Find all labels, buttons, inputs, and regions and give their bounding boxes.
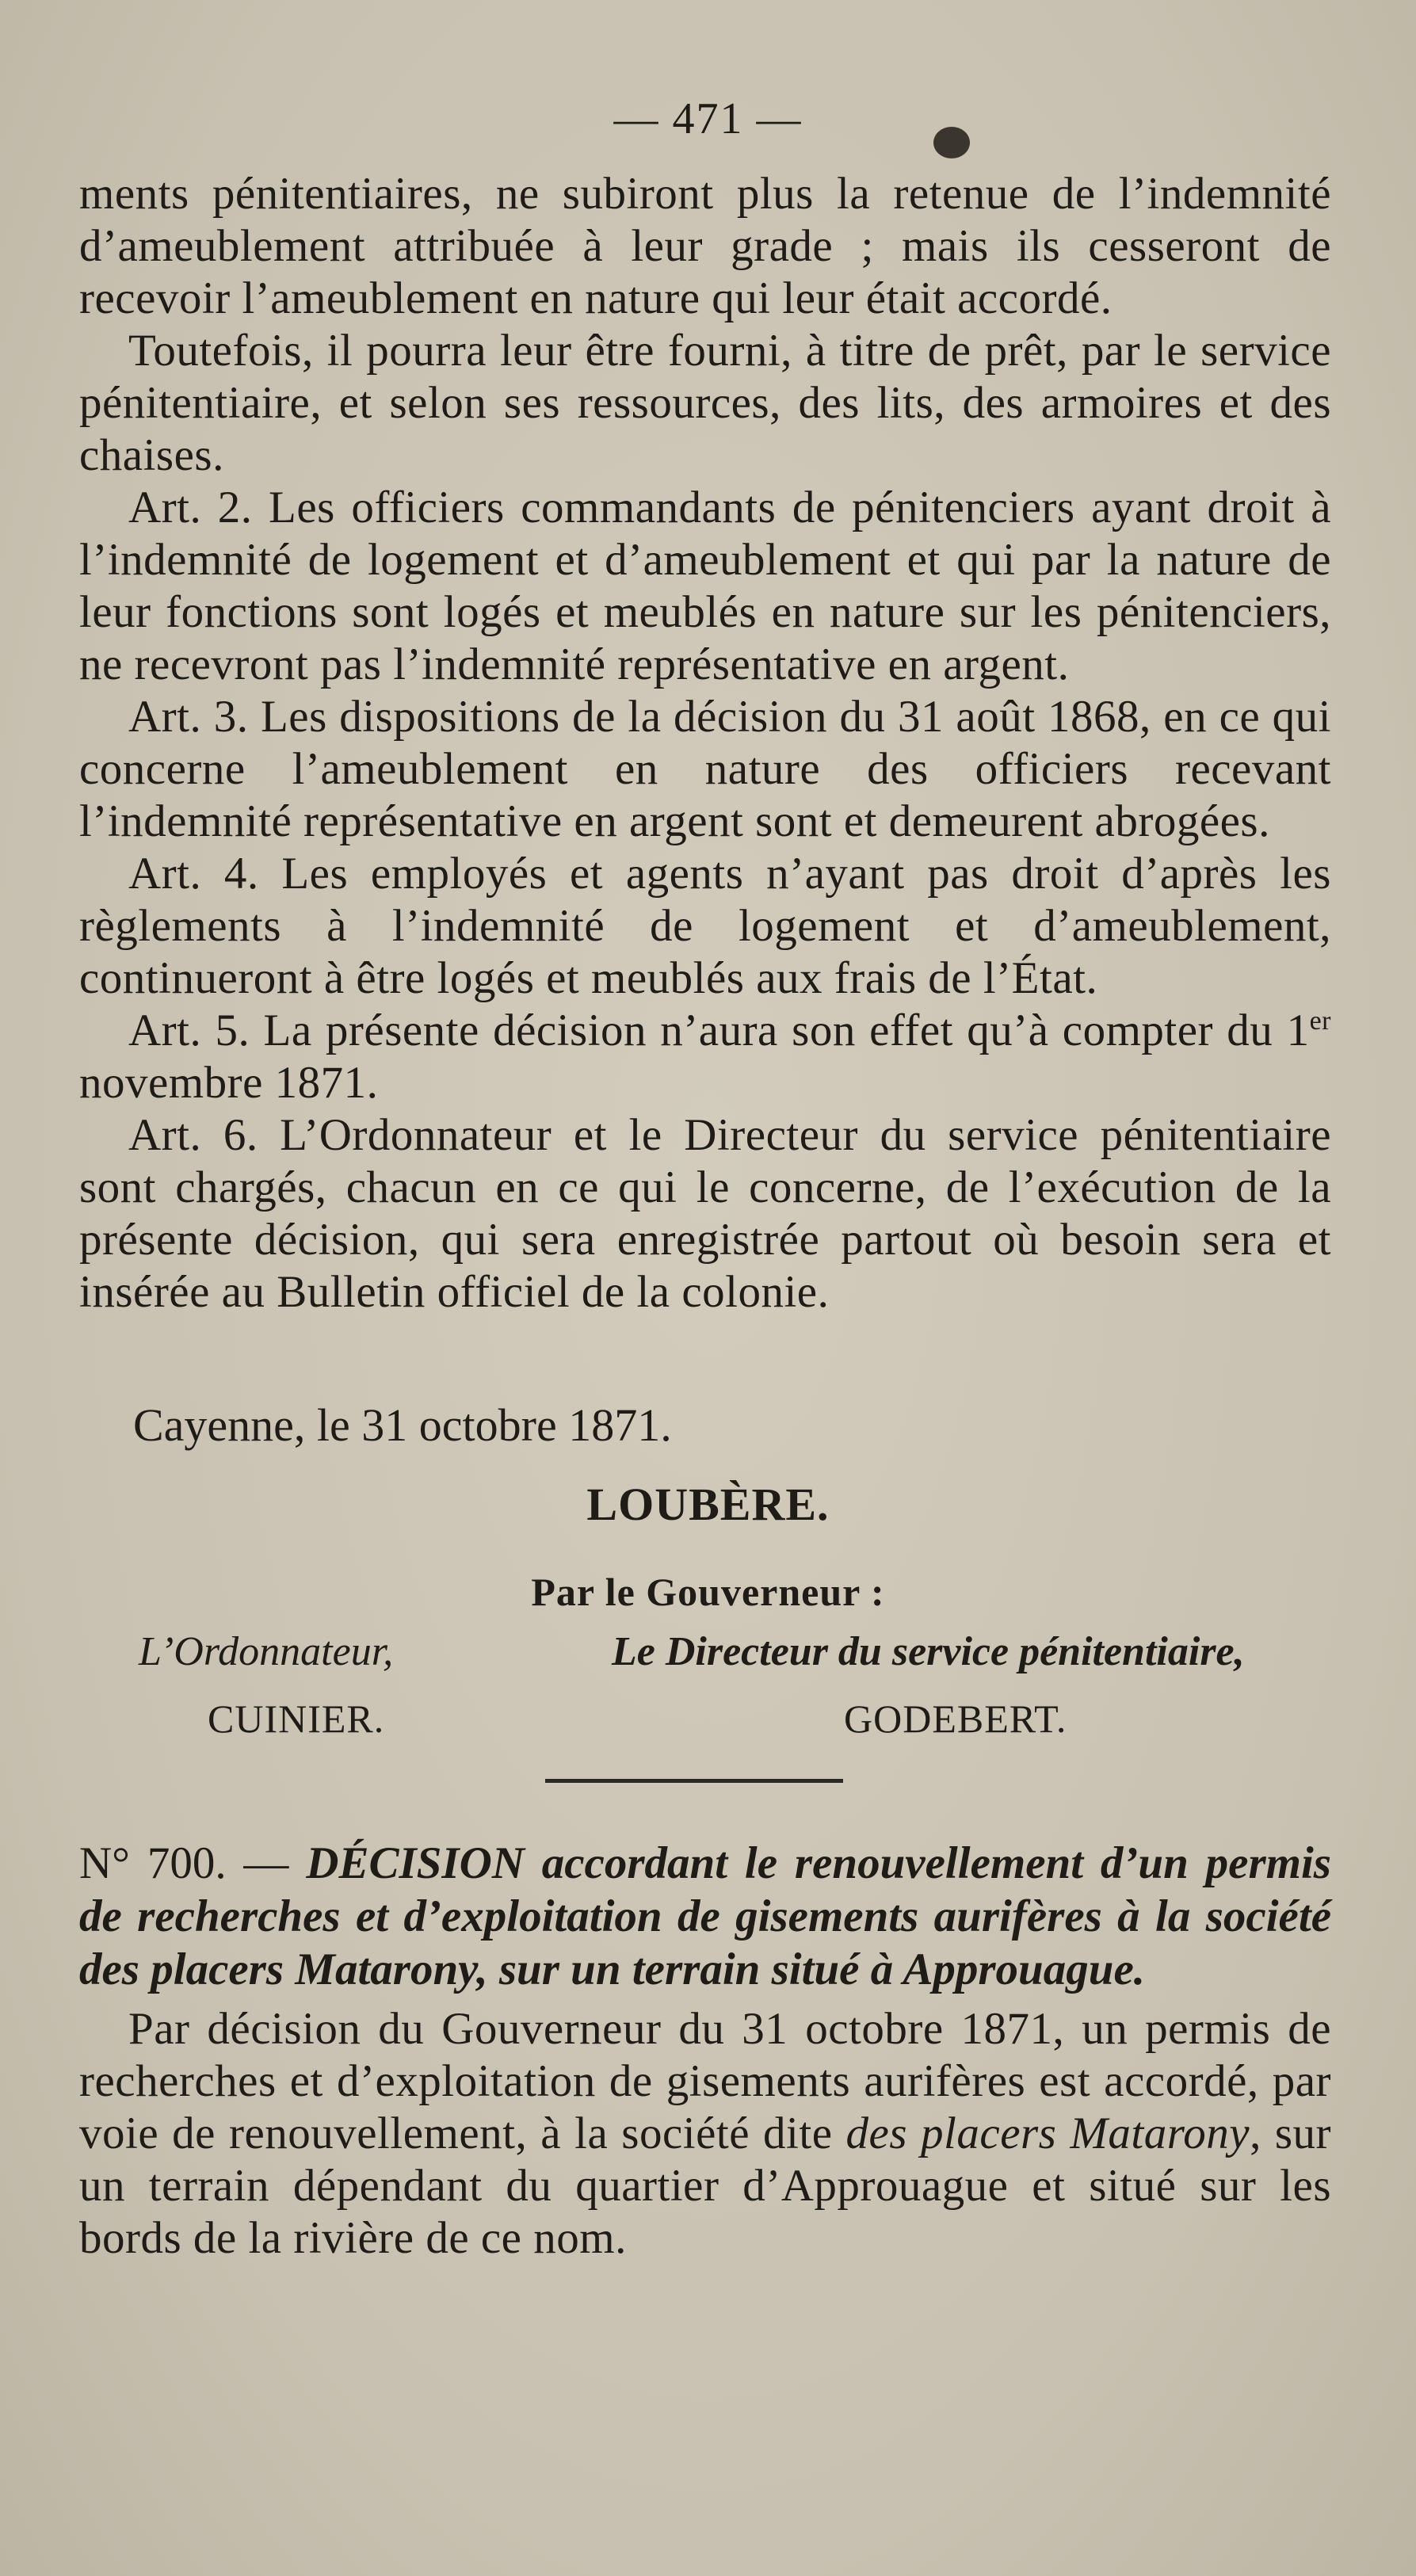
ink-spot	[933, 127, 970, 158]
governor-signature: LOUBÈRE.	[586, 1479, 830, 1530]
by-governor-line: Par le Gouverneur :	[531, 1570, 885, 1614]
directeur-title: Le Directeur du service pénitentiaire,	[612, 1629, 1245, 1674]
paragraph-article-4: Art. 4. Les employés et agents n’ayant pas droit d’après les règlements à l’indemnité de logement et d’ameublement, continueront à être logés et meublés aux frais de l’État.	[79, 849, 1331, 1003]
decision-paragraph	[79, 2003, 1331, 2265]
paragraph-toutefois: Toutefois, il pourra leur être fourni, à titre de prêt, par le service pénitentiaire, et selon ses ressources, des lits, des armoires et des chaises.	[79, 326, 1331, 480]
ordonnateur-name: CUINIER.	[208, 1696, 385, 1741]
decision-articles	[79, 168, 1331, 1319]
page-number: — 471 —	[613, 94, 803, 143]
article-5-date: novembre 1871.	[79, 1058, 379, 1108]
ordonnateur-title: L’Ordonnateur,	[139, 1629, 394, 1674]
decision-title-caps: DÉCISION	[306, 1838, 525, 1888]
paragraph-article-3: Art. 3. Les dispositions de la décision du 31 août 1868, en ce qui concerne l’ameublement en nature des officiers recevant l’indemnité représentative en argent sont et demeurent abrogées.	[79, 692, 1331, 846]
article-5-text: Art. 5. La présente décision n’aura son effet qu’à compter du 1	[128, 1006, 1310, 1055]
decision-body	[79, 2003, 1331, 2265]
paragraph-continuation: ments pénitentiaires, ne subiront plus la retenue de l’indemnité d’ameublement attribuée à leur grade ; mais ils cesseront de recevoir l’ameublement en nature qui leur était accordé.	[79, 169, 1331, 323]
date-line: Cayenne, le 31 octobre 1871.	[133, 1399, 672, 1451]
decision-body-text-1: Par décision du Gouverneur du 31 octobre 1871, un permis de recherches et d’exploitation de gisements aurifères est accordé, par voie de renouvellement, à la société dite	[79, 2004, 1331, 2158]
ordinal-superscript: er	[1309, 1006, 1331, 1036]
section-divider	[545, 1779, 843, 1783]
decision-body-text-2: , sur un terrain dépendant du quartier d’Approuague et situé sur les bords de la rivière de ce nom.	[79, 2109, 1331, 2263]
paragraph-article-6: Art. 6. L’Ordonnateur et le Directeur du service pénitentiaire sont chargés, chacun en ce qui le concerne, de l’exécution de la présente décision, qui sera enregistrée partout où besoin sera et insérée au Bulletin officiel de la colonie.	[79, 1110, 1331, 1317]
paragraph-article-5	[79, 1005, 1331, 1109]
directeur-name: GODEBERT.	[844, 1696, 1067, 1741]
paragraph-article-2: Art. 2. Les officiers commandants de pénitenciers ayant droit à l’indemnité de logement et d’ameublement et qui par la nature de leur fonctions sont logés et meublés en nature sur les pénitenciers, ne recevront pas l’indemnité représentative en argent.	[79, 483, 1331, 689]
decision-heading	[79, 1837, 1331, 1996]
decision-number: N° 700. —	[79, 1838, 307, 1888]
decision-body-italic: des placers Matarony	[845, 2109, 1250, 2158]
decision-title-rest: accordant le renouvellement d’un permis de recherches et d’exploitation de gisements aurifères à la société des placers Matarony, sur un terrain situé à Approuague.	[79, 1838, 1331, 1994]
